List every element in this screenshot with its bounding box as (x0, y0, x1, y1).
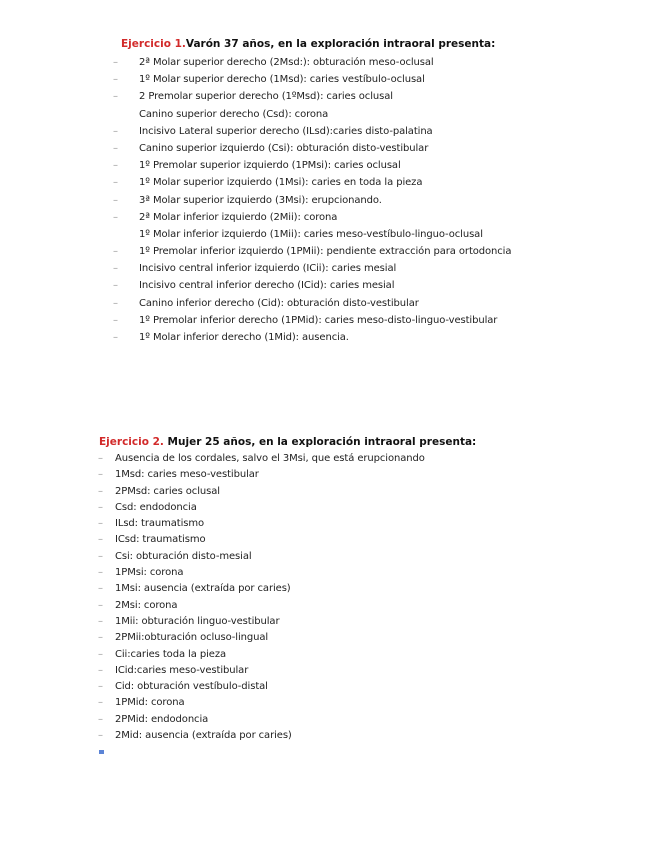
list-dash-marker: – (113, 57, 118, 68)
exercise-1-item (113, 329, 511, 346)
exercise-2-label: Ejercicio 2. (99, 436, 164, 448)
list-dash-marker: – (113, 263, 118, 275)
exercise-1-item (113, 157, 511, 174)
exercise-2-item (98, 712, 425, 728)
list-dash-marker: – (113, 142, 118, 154)
exercise-2-item (98, 467, 425, 483)
exercise-1-item (113, 140, 511, 157)
exercise-1-item-text: 2ª Molar superior derecho (2Msd:): obturación meso-oclusal (139, 57, 434, 68)
list-dash-marker: – (113, 211, 118, 223)
exercise-1-item-text: 2ª Molar inferior izquierdo (2Mii): corona (139, 211, 338, 223)
exercise-1-item (113, 209, 511, 226)
exercise-1-item-text: 1º Molar inferior izquierdo (1Mii): caries meso-vestíbulo-linguo-oclusal (139, 228, 483, 240)
list-dash-marker: – (113, 194, 118, 206)
list-dash-marker: – (98, 453, 103, 464)
list-dash-marker: – (98, 632, 103, 644)
list-dash-marker: – (113, 297, 118, 309)
exercise-2-item-text: 1Msd: caries meso-vestibular (115, 469, 259, 481)
exercise-1-item-text: Incisivo central inferior derecho (ICid): caries mesial (139, 280, 395, 292)
exercise-2-item-text: 2Mid: ausencia (extraída por caries) (115, 730, 292, 742)
list-dash-marker: – (113, 160, 118, 172)
exercise-2-item (98, 532, 425, 548)
exercise-2-item (98, 581, 425, 597)
exercise-1-item-text: 3ª Molar superior izquierdo (3Msi): erupcionando. (139, 194, 382, 206)
list-dash-marker: – (98, 501, 103, 513)
exercise-2-item-text: ICid:caries meso-vestibular (115, 664, 249, 676)
list-dash-marker: – (98, 615, 103, 627)
list-dash-marker: – (98, 485, 103, 497)
exercise-1-item (113, 192, 511, 209)
exercise-2-item-text: ICsd: traumatismo (115, 534, 206, 546)
list-dash-marker: – (98, 583, 103, 595)
list-dash-marker: – (98, 648, 103, 660)
exercise-1-item (113, 88, 511, 105)
exercise-1-item (113, 243, 511, 260)
exercise-2-item (98, 516, 425, 532)
list-dash-marker: – (98, 599, 103, 611)
list-dash-marker: – (98, 664, 103, 676)
exercise-2-list (98, 451, 425, 744)
list-dash-marker: – (98, 713, 103, 725)
exercise-2-item-text: Ausencia de los cordales, salvo el 3Msi, que está erupcionando (115, 453, 425, 464)
exercise-2-item (98, 484, 425, 500)
list-dash-marker: – (98, 697, 103, 709)
exercise-2-item (98, 679, 425, 695)
list-dash-marker: – (113, 280, 118, 292)
exercise-2-item-text: Csi: obturación disto-mesial (115, 550, 252, 562)
exercise-1-item-text: Incisivo central inferior izquierdo (ICii): caries mesial (139, 263, 397, 275)
list-dash-marker: – (113, 314, 118, 326)
exercise-2-item-text: 2Msi: corona (115, 599, 178, 611)
exercise-2-item-text: ILsd: traumatismo (115, 518, 205, 530)
exercise-1-item-text: 2 Premolar superior derecho (1ºMsd): caries oclusal (139, 91, 393, 103)
exercise-1-item (113, 54, 511, 71)
exercise-2-item-text: 1Msi: ausencia (extraída por caries) (115, 583, 291, 595)
exercise-2-item-text: Cid: obturación vestíbulo-distal (115, 681, 268, 693)
exercise-2-item-text: 1Mii: obturación linguo-vestibular (115, 615, 280, 627)
exercise-2-item (98, 663, 425, 679)
exercise-1-item (113, 312, 511, 329)
list-dash-marker: – (113, 91, 118, 103)
list-dash-marker: – (113, 246, 118, 258)
exercise-2-item-text: 2PMid: endodoncia (115, 713, 209, 725)
exercise-2-item (98, 695, 425, 711)
list-dash-marker: – (98, 534, 103, 546)
exercise-1-label: Ejercicio 1. (121, 38, 186, 50)
list-dash-marker: – (98, 730, 103, 742)
exercise-1-item-text: 1º Premolar superior izquierdo (1PMsi): caries oclusal (139, 160, 401, 172)
exercise-2-item-text: 1PMid: corona (115, 697, 185, 709)
exercise-2-item-text: Csd: endodoncia (115, 501, 197, 513)
exercise-1-list (113, 54, 511, 346)
list-dash-marker: – (98, 567, 103, 579)
exercise-1-item-text: Incisivo Lateral superior derecho (ILsd):caries disto-palatina (139, 125, 433, 137)
exercise-2-item (98, 451, 425, 467)
exercise-1-item-text: 1º Molar superior derecho (1Msd): caries vestíbulo-oclusal (139, 74, 425, 86)
exercise-2-item (98, 565, 425, 581)
exercise-2-item (98, 630, 425, 646)
exercise-1-item-text: 1º Premolar inferior izquierdo (1PMii): pendiente extracción para ortodoncia (139, 246, 512, 258)
list-dash-marker: – (98, 550, 103, 562)
exercise-1-item (113, 295, 511, 312)
exercise-1-heading (121, 38, 495, 50)
exercise-1-item (113, 106, 511, 123)
exercise-1-item (113, 260, 511, 277)
exercise-2-item (98, 500, 425, 516)
exercise-2-heading (99, 436, 476, 448)
exercise-1-item (113, 71, 511, 88)
exercise-1-item-text: 1º Molar inferior derecho (1Mid): ausencia. (139, 332, 349, 343)
list-dash-marker: – (113, 332, 118, 343)
exercise-2-item-text: 2PMsd: caries oclusal (115, 485, 220, 497)
exercise-1-item-text: Canino superior izquierdo (Csi): obturación disto-vestibular (139, 142, 429, 154)
exercise-1-item-text: Canino superior derecho (Csd): corona (139, 108, 329, 120)
list-dash-marker: – (113, 74, 118, 86)
exercise-2-title: Mujer 25 años, en la exploración intraoral presenta: (167, 436, 477, 448)
exercise-2-item-text: 1PMsi: corona (115, 567, 184, 579)
exercise-2-item (98, 614, 425, 630)
exercise-1-item-text: 1º Molar superior izquierdo (1Msi): caries en toda la pieza (139, 177, 423, 189)
exercise-1-title: Varón 37 años, en la exploración intraoral presenta: (185, 38, 496, 50)
exercise-1-item-text: Canino inferior derecho (Cid): obturación disto-vestibular (139, 297, 419, 309)
exercise-1-item (113, 277, 511, 294)
exercise-2-item (98, 728, 425, 744)
exercise-2-item-text: 2PMii:obturación ocluso-lingual (115, 632, 269, 644)
exercise-2-item-text: Cii:caries toda la pieza (115, 648, 226, 660)
list-dash-marker: – (113, 125, 118, 137)
exercise-1-item (113, 123, 511, 140)
exercise-1-item-text: 1º Premolar inferior derecho (1PMid): caries meso-disto-linguo-vestibular (139, 314, 498, 326)
exercise-2-item (98, 549, 425, 565)
exercise-2-item (98, 598, 425, 614)
exercise-1-item (113, 226, 511, 243)
list-dash-marker: – (98, 518, 103, 530)
list-dash-marker: – (98, 469, 103, 481)
exercise-2-item (98, 647, 425, 663)
list-dash-marker: – (113, 177, 118, 189)
list-dash-marker: – (98, 681, 103, 693)
text-cursor[interactable] (99, 750, 104, 754)
exercise-1-item (113, 174, 511, 191)
